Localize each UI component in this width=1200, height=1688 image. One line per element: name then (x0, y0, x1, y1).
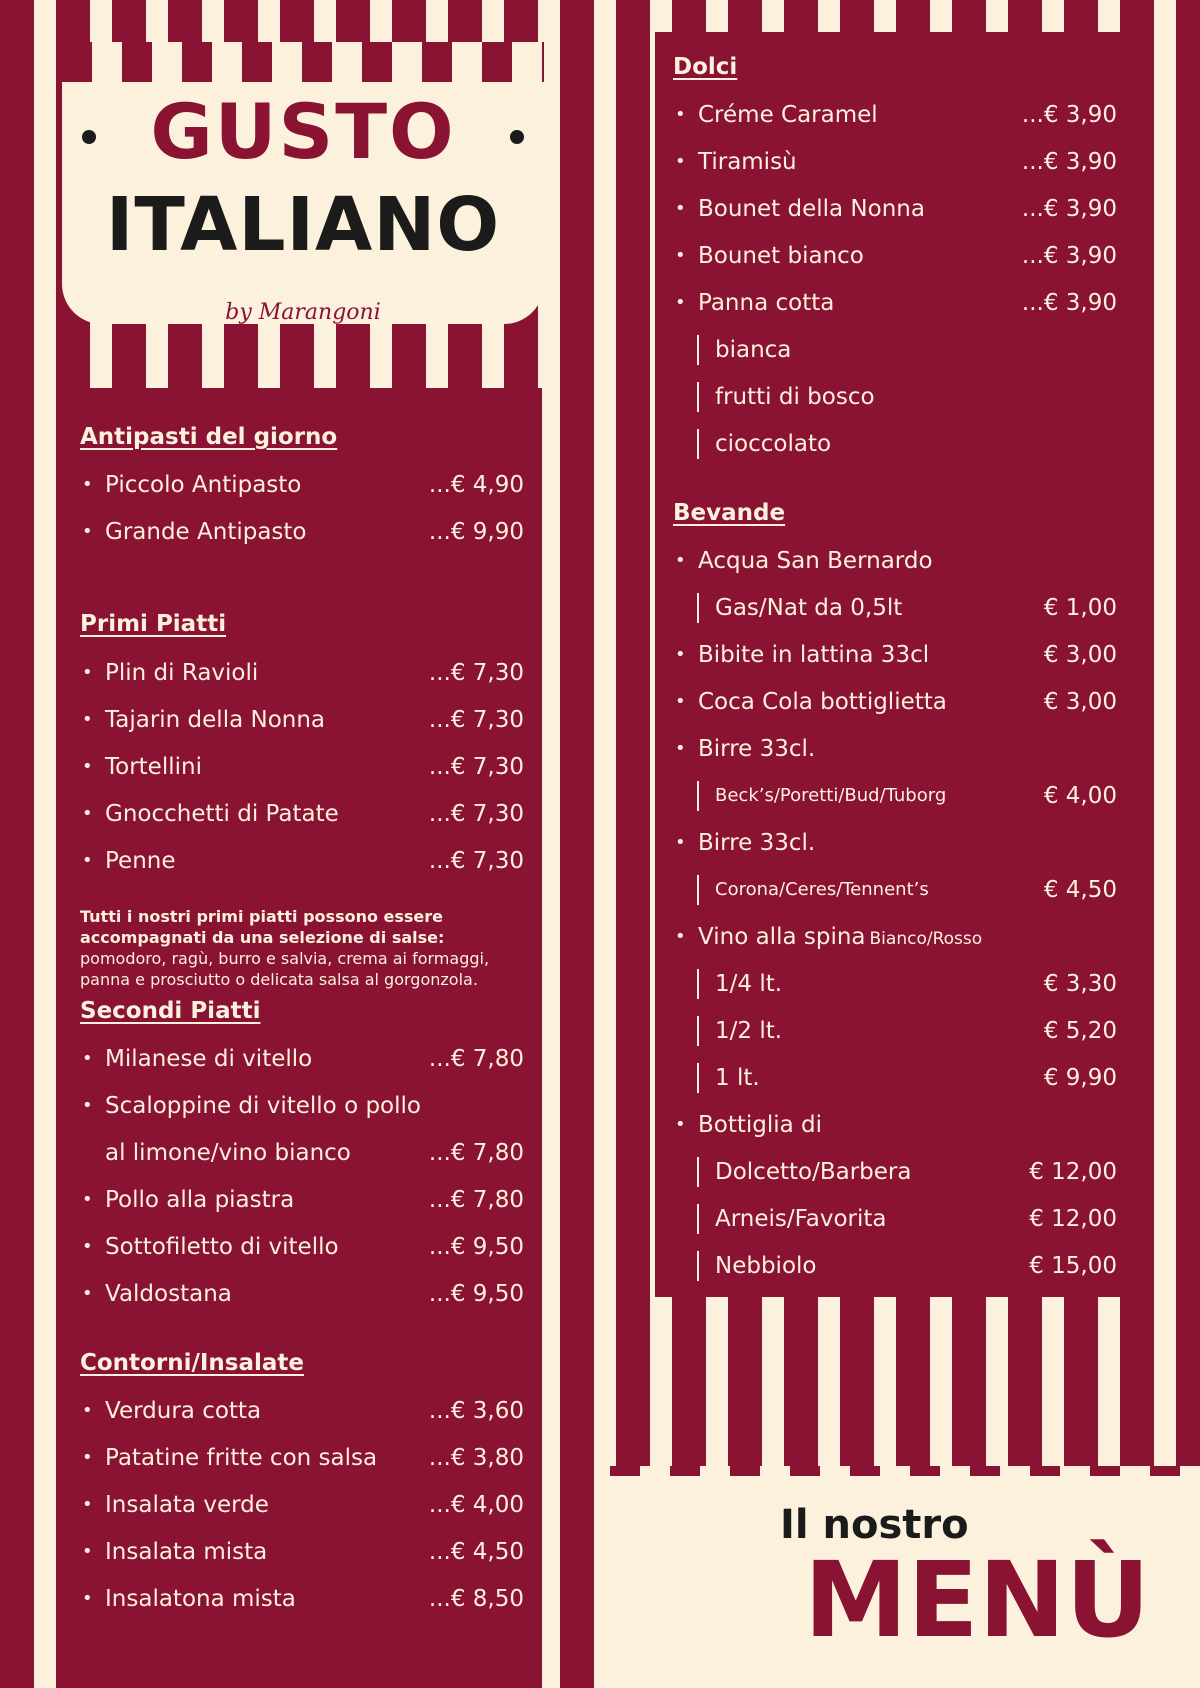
indent-bar (697, 429, 699, 459)
menu-subitem (673, 1063, 1117, 1093)
item-price: ...€ 9,50 (428, 1281, 524, 1307)
bullet: • (675, 292, 686, 313)
item-price: € 4,50 (1043, 877, 1117, 903)
indent-bar (697, 1251, 699, 1281)
item-name: cioccolato (715, 431, 832, 457)
menu-item (80, 1584, 524, 1614)
menu-item (673, 1110, 1117, 1140)
item-name: Créme Caramel (698, 102, 878, 128)
indent-bar (697, 1063, 699, 1093)
menu-item (80, 470, 524, 500)
item-name: 1/4 lt. (715, 971, 783, 997)
item-price: ...€ 4,90 (428, 472, 524, 498)
item-name: Arneis/Favorita (715, 1206, 887, 1232)
item-price: ...€ 4,00 (428, 1492, 524, 1518)
menu-item (80, 799, 524, 829)
menu-item (80, 1279, 524, 1309)
item-name: Dolcetto/Barbera (715, 1159, 912, 1185)
bullet: • (82, 1588, 93, 1609)
item-name: Plin di Ravioli (105, 660, 259, 686)
menu-item (80, 517, 524, 547)
bullet: • (82, 1189, 93, 1210)
item-price: ...€ 7,80 (428, 1046, 524, 1072)
item-price: € 9,90 (1043, 1065, 1117, 1091)
item-name: Bottiglia di (698, 1112, 823, 1138)
section-title-antipasti: Antipasti del giorno (80, 424, 338, 450)
indent-bar (697, 382, 699, 412)
menu-subitem (673, 1251, 1117, 1281)
section-title-primi: Primi Piatti (80, 611, 227, 637)
bullet: • (82, 474, 93, 495)
item-name: Nebbiolo (715, 1253, 817, 1279)
menu-item (80, 846, 524, 876)
vino-label: Vino alla spina (698, 924, 866, 950)
bullet: • (82, 1048, 93, 1069)
indent-bar (697, 781, 699, 811)
item-name: Birre 33cl. (698, 830, 816, 856)
menu-item (673, 640, 1117, 670)
item-name: Scaloppine di vitello o pollo (105, 1093, 421, 1119)
menu-item (80, 1091, 524, 1121)
menu-subitem (673, 593, 1117, 623)
item-price: ...€ 3,90 (1021, 196, 1117, 222)
menu-item (673, 546, 1117, 576)
logo-card (62, 42, 544, 324)
bullet: • (675, 245, 686, 266)
menu-item (673, 147, 1117, 177)
item-name: Bibite in lattina 33cl (698, 642, 930, 668)
section-title-dolci: Dolci (673, 54, 738, 80)
menu-subitem (673, 1157, 1117, 1187)
cover-subtitle: Il nostro (780, 1502, 969, 1548)
item-name: Gas/Nat da 0,5lt (715, 595, 903, 621)
item-price: ...€ 7,30 (428, 754, 524, 780)
indent-bar (697, 335, 699, 365)
item-price: ...€ 7,30 (428, 660, 524, 686)
indent-bar (697, 1157, 699, 1187)
bullet: • (675, 104, 686, 125)
bullet: • (82, 756, 93, 777)
vino-type: Bianco/Rosso (869, 929, 983, 949)
menu-item (673, 828, 1117, 858)
item-name: Bounet bianco (698, 243, 864, 269)
menu-subitem (673, 1204, 1117, 1234)
item-name: Acqua San Bernardo (698, 548, 933, 574)
item-price: ...€ 3,90 (1021, 290, 1117, 316)
bullet: • (675, 198, 686, 219)
item-price: ...€ 7,30 (428, 707, 524, 733)
item-name: Tajarin della Nonna (105, 707, 326, 733)
item-price: € 3,00 (1043, 689, 1117, 715)
menu-item (80, 658, 524, 688)
item-name: Valdostana (105, 1281, 232, 1307)
bullet: • (675, 926, 686, 947)
indent-bar (697, 875, 699, 905)
section-title-bevande: Bevande (673, 500, 786, 526)
logo-byline: by Marangoni (225, 300, 381, 325)
item-name: Corona/Ceres/Tennent’s (715, 879, 929, 900)
menu-item (80, 1490, 524, 1520)
item-price: ...€ 4,50 (428, 1539, 524, 1565)
item-name: Insalata mista (105, 1539, 268, 1565)
menu-subitem (673, 1016, 1117, 1046)
menu-item (673, 288, 1117, 318)
menu-item-continued (80, 1138, 524, 1168)
menu-subitem (673, 429, 1117, 459)
item-price: € 12,00 (1029, 1159, 1117, 1185)
item-price: ...€ 7,30 (428, 801, 524, 827)
item-price: ...€ 8,50 (428, 1586, 524, 1612)
item-price: € 15,00 (1029, 1253, 1117, 1279)
menu-item (80, 1185, 524, 1215)
bullet: • (82, 1283, 93, 1304)
bullet: • (675, 832, 686, 853)
item-name: Beck’s/Poretti/Bud/Tuborg (715, 785, 947, 806)
indent-bar (697, 969, 699, 999)
menu-subitem (673, 382, 1117, 412)
item-price: ...€ 3,90 (1021, 243, 1117, 269)
cover-stripes (610, 1466, 1200, 1476)
indent-bar (697, 593, 699, 623)
bullet: • (82, 1095, 93, 1116)
menu-item (80, 1396, 524, 1426)
bullet: • (82, 1236, 93, 1257)
menu-item (673, 922, 1117, 952)
bullet: • (82, 850, 93, 871)
menu-subitem (673, 875, 1117, 905)
menu-item (673, 100, 1117, 130)
bullet: • (675, 691, 686, 712)
item-name: 1/2 lt. (715, 1018, 783, 1044)
bullet: • (82, 803, 93, 824)
bullet: • (82, 1494, 93, 1515)
item-name: Milanese di vitello (105, 1046, 313, 1072)
item-price: ...€ 9,50 (428, 1234, 524, 1260)
item-name: 1 lt. (715, 1065, 760, 1091)
menu-subitem (673, 335, 1117, 365)
menu-item (80, 705, 524, 735)
sauce-note (80, 906, 530, 990)
bullet: • (82, 521, 93, 542)
item-price: € 5,20 (1043, 1018, 1117, 1044)
item-name: Bounet della Nonna (698, 196, 925, 222)
item-price: ...€ 7,80 (428, 1140, 524, 1166)
item-name: Coca Cola bottiglietta (698, 689, 947, 715)
item-name: Tiramisù (698, 149, 797, 175)
cover-title: MENÙ (804, 1539, 1151, 1661)
menu-item (673, 241, 1117, 271)
menu-item (80, 1044, 524, 1074)
item-price: € 4,00 (1043, 783, 1117, 809)
item-name: Insalata verde (105, 1492, 269, 1518)
item-name: Tortellini (105, 754, 202, 780)
item-name: Grande Antipasto (105, 519, 307, 545)
bullet: • (82, 1447, 93, 1468)
cover-label (610, 1466, 1200, 1688)
menu-item (673, 194, 1117, 224)
menu-item (80, 1232, 524, 1262)
menu-item (673, 687, 1117, 717)
item-name: Gnocchetti di Patate (105, 801, 339, 827)
item-name: Piccolo Antipasto (105, 472, 302, 498)
indent-bar (697, 1204, 699, 1234)
bullet: • (675, 738, 686, 759)
item-name: Patatine fritte con salsa (105, 1445, 378, 1471)
item-price: ...€ 7,30 (428, 848, 524, 874)
item-price: ...€ 3,90 (1021, 149, 1117, 175)
logo-italiano: ITALIANO (105, 182, 501, 268)
bullet: • (675, 644, 686, 665)
logo-stripes (62, 42, 544, 82)
bullet: • (82, 1541, 93, 1562)
item-name: frutti di bosco (715, 384, 875, 410)
section-title-contorni: Contorni/Insalate (80, 1350, 304, 1376)
item-name: al limone/vino bianco (105, 1140, 351, 1166)
bullet: • (82, 1400, 93, 1421)
item-name: Penne (105, 848, 176, 874)
section-title-secondi: Secondi Piatti (80, 998, 261, 1024)
menu-item (673, 734, 1117, 764)
logo-gusto: GUSTO (150, 87, 456, 176)
sauce-note-heading: Tutti i nostri primi piatti possono essere accompagnati da una selezione di salse: (80, 907, 445, 947)
item-price: ...€ 3,80 (428, 1445, 524, 1471)
item-price: € 3,30 (1043, 971, 1117, 997)
item-name (698, 922, 982, 954)
sauce-note-text: pomodoro, ragù, burro e salvia, crema ai formaggi, panna e prosciutto o delicata salsa al gorgonzola. (80, 949, 490, 989)
menu-item (80, 1443, 524, 1473)
item-name: bianca (715, 337, 792, 363)
indent-bar (697, 1016, 699, 1046)
menu-subitem (673, 781, 1117, 811)
bullet: • (82, 662, 93, 683)
item-name: Birre 33cl. (698, 736, 816, 762)
item-price: € 12,00 (1029, 1206, 1117, 1232)
bullet: • (675, 550, 686, 571)
item-name: Insalatona mista (105, 1586, 296, 1612)
item-name: Pollo alla piastra (105, 1187, 295, 1213)
menu-subitem (673, 969, 1117, 999)
menu-panel-left (62, 388, 542, 1688)
bullet: • (675, 151, 686, 172)
item-price: € 3,00 (1043, 642, 1117, 668)
menu-panel-right (655, 32, 1135, 1297)
menu-item (80, 1537, 524, 1567)
menu-item (80, 752, 524, 782)
item-price: € 1,00 (1043, 595, 1117, 621)
item-price: ...€ 3,90 (1021, 102, 1117, 128)
item-price: ...€ 3,60 (428, 1398, 524, 1424)
item-name: Verdura cotta (105, 1398, 262, 1424)
item-name: Panna cotta (698, 290, 835, 316)
item-name: Sottofiletto di vitello (105, 1234, 339, 1260)
bullet: • (82, 709, 93, 730)
item-price: ...€ 9,90 (428, 519, 524, 545)
item-price: ...€ 7,80 (428, 1187, 524, 1213)
bullet: • (675, 1114, 686, 1135)
